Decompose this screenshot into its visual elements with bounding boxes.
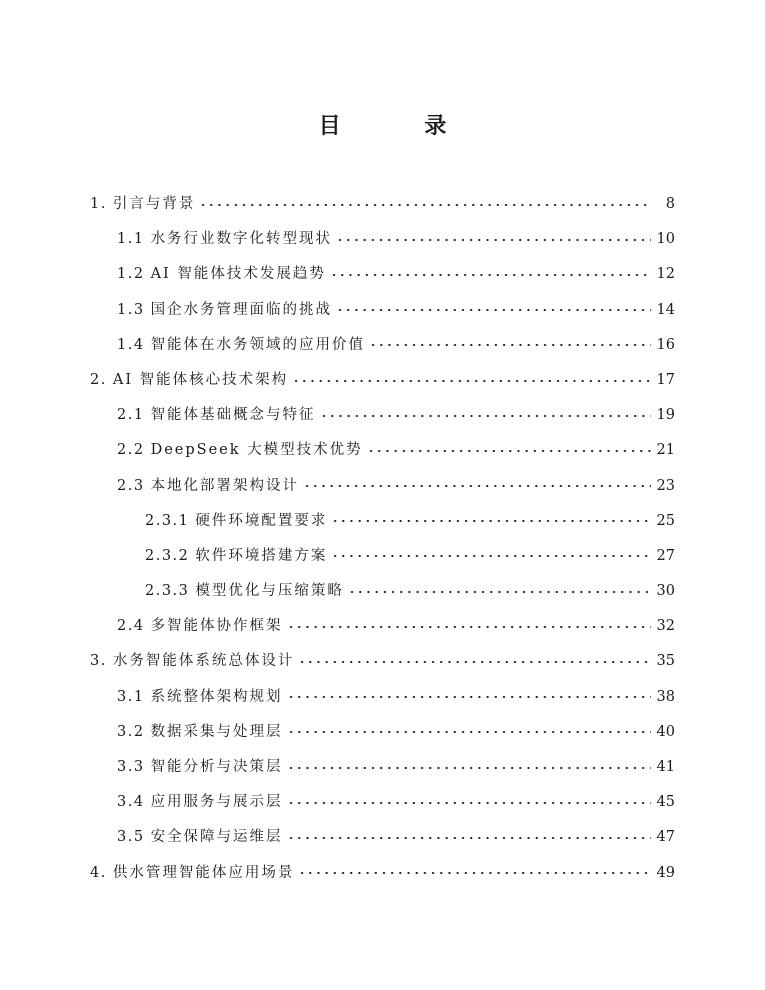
dot-leader [298, 863, 650, 883]
toc-entry[interactable] [0, 398, 765, 433]
toc-entry[interactable] [0, 293, 765, 328]
toc-entry-title: 硬件环境配置要求 [195, 512, 328, 529]
dot-leader [287, 722, 651, 742]
dot-leader [348, 582, 651, 602]
toc-entry-page: 14 [656, 301, 675, 318]
toc-entry-page: 16 [656, 336, 675, 353]
toc-entry[interactable] [0, 504, 765, 539]
toc-entry-page: 21 [656, 442, 675, 459]
dot-leader [336, 230, 650, 250]
toc-entry-title: DeepSeek 大模型技术优势 [150, 442, 363, 459]
toc-entry[interactable] [0, 469, 765, 504]
toc-entry-page: 47 [656, 829, 675, 846]
toc-entry-number: 2.3.1 [145, 512, 190, 529]
toc-entry-title: 软件环境搭建方案 [195, 547, 328, 564]
toc-entry[interactable] [0, 609, 765, 644]
table-of-contents [0, 187, 765, 891]
toc-entry-number: 1.2 [117, 266, 145, 283]
dot-leader [336, 300, 650, 320]
toc-entry-number: 2. [90, 371, 107, 388]
toc-entry-title: 智能体在水务领域的应用价值 [150, 336, 366, 353]
toc-entry-title: AI 智能体技术发展趋势 [150, 266, 326, 283]
toc-entry-page: 30 [656, 583, 675, 600]
toc-entry-title: 多智能体协作框架 [150, 618, 283, 635]
toc-entry-number: 2.2 [117, 442, 145, 459]
dot-leader [331, 511, 650, 531]
toc-entry-page: 38 [656, 688, 675, 705]
dot-leader [287, 617, 651, 637]
toc-entry-page: 27 [656, 547, 675, 564]
toc-entry-title: 供水管理智能体应用场景 [112, 864, 295, 881]
toc-entry[interactable] [0, 785, 765, 820]
toc-entry-number: 3. [90, 653, 107, 670]
toc-entry-title: 水务智能体系统总体设计 [112, 653, 295, 670]
toc-entry[interactable] [0, 644, 765, 679]
dot-leader [287, 828, 651, 848]
toc-entry-number: 2.3.3 [145, 583, 190, 600]
toc-entry-title: 模型优化与压缩策略 [195, 583, 344, 600]
toc-entry-page: 41 [656, 759, 675, 775]
toc-entry-title: 数据采集与处理层 [150, 723, 283, 740]
toc-entry[interactable] [0, 856, 765, 891]
toc-entry-page: 23 [656, 477, 675, 494]
toc-entry-number: 2.4 [117, 618, 145, 635]
toc-entry[interactable] [0, 187, 765, 222]
dot-leader [303, 476, 650, 496]
toc-entry-page: 40 [656, 723, 675, 740]
toc-entry-title: 应用服务与展示层 [150, 794, 283, 811]
toc-entry-page: 32 [656, 618, 675, 635]
dot-leader [287, 758, 651, 778]
toc-entry-title: 水务行业数字化转型现状 [150, 231, 333, 248]
toc-entry[interactable] [0, 363, 765, 398]
toc-entry-number: 1. [90, 196, 107, 212]
toc-entry-title: 智能体基础概念与特征 [150, 407, 316, 424]
dot-leader [287, 793, 651, 813]
toc-entry[interactable] [0, 433, 765, 468]
toc-entry[interactable] [0, 539, 765, 574]
toc-entry[interactable] [0, 715, 765, 750]
dot-leader [298, 652, 650, 672]
toc-entry-number: 1.4 [117, 336, 145, 353]
toc-entry-number: 3.2 [117, 723, 145, 740]
toc-entry-number: 2.1 [117, 407, 145, 424]
toc-entry[interactable] [0, 680, 765, 715]
toc-entry-number: 3.1 [117, 688, 145, 705]
toc-entry[interactable] [0, 328, 765, 363]
toc-entry[interactable] [0, 222, 765, 257]
toc-entry-title: AI 智能体核心技术架构 [112, 371, 289, 388]
toc-entry[interactable] [0, 257, 765, 292]
toc-entry-title: 本地化部署架构设计 [150, 477, 300, 494]
page-title: 目 录 [318, 114, 485, 139]
toc-entry-number: 2.3 [117, 477, 145, 494]
toc-entry[interactable] [0, 750, 765, 785]
dot-leader [320, 406, 651, 426]
toc-entry-page: 10 [656, 231, 675, 248]
dot-leader [292, 371, 650, 391]
toc-entry-number: 1.3 [117, 301, 145, 318]
toc-entry-page: 25 [656, 512, 675, 529]
toc-entry[interactable] [0, 574, 765, 609]
dot-leader [330, 265, 651, 285]
dot-leader [287, 687, 651, 707]
toc-entry-page: 45 [656, 794, 675, 811]
toc-entry-number: 3.4 [117, 794, 145, 811]
toc-entry-page: 35 [656, 653, 675, 670]
toc-entry-title: 国企水务管理面临的挑战 [150, 301, 333, 318]
toc-entry-page: 17 [656, 371, 675, 388]
dot-leader [331, 546, 650, 566]
toc-entry[interactable] [0, 820, 765, 855]
toc-entry-number: 2.3.2 [145, 547, 190, 564]
dot-leader [369, 335, 650, 355]
toc-entry-number: 1.1 [117, 231, 145, 248]
toc-entry-number: 3.3 [117, 759, 145, 775]
toc-entry-page: 19 [656, 407, 675, 424]
toc-entry-title: 引言与背景 [112, 196, 196, 212]
toc-entry-number: 3.5 [117, 829, 145, 846]
toc-entry-number: 4. [90, 864, 107, 881]
toc-entry-page: 8 [665, 196, 675, 212]
toc-entry-title: 安全保障与运维层 [150, 829, 283, 846]
toc-entry-page: 12 [656, 266, 675, 283]
dot-leader [367, 441, 651, 461]
dot-leader [199, 195, 651, 215]
toc-entry-page: 49 [656, 864, 675, 881]
toc-entry-title: 智能分析与决策层 [150, 759, 283, 775]
toc-entry-title: 系统整体架构规划 [150, 688, 283, 705]
